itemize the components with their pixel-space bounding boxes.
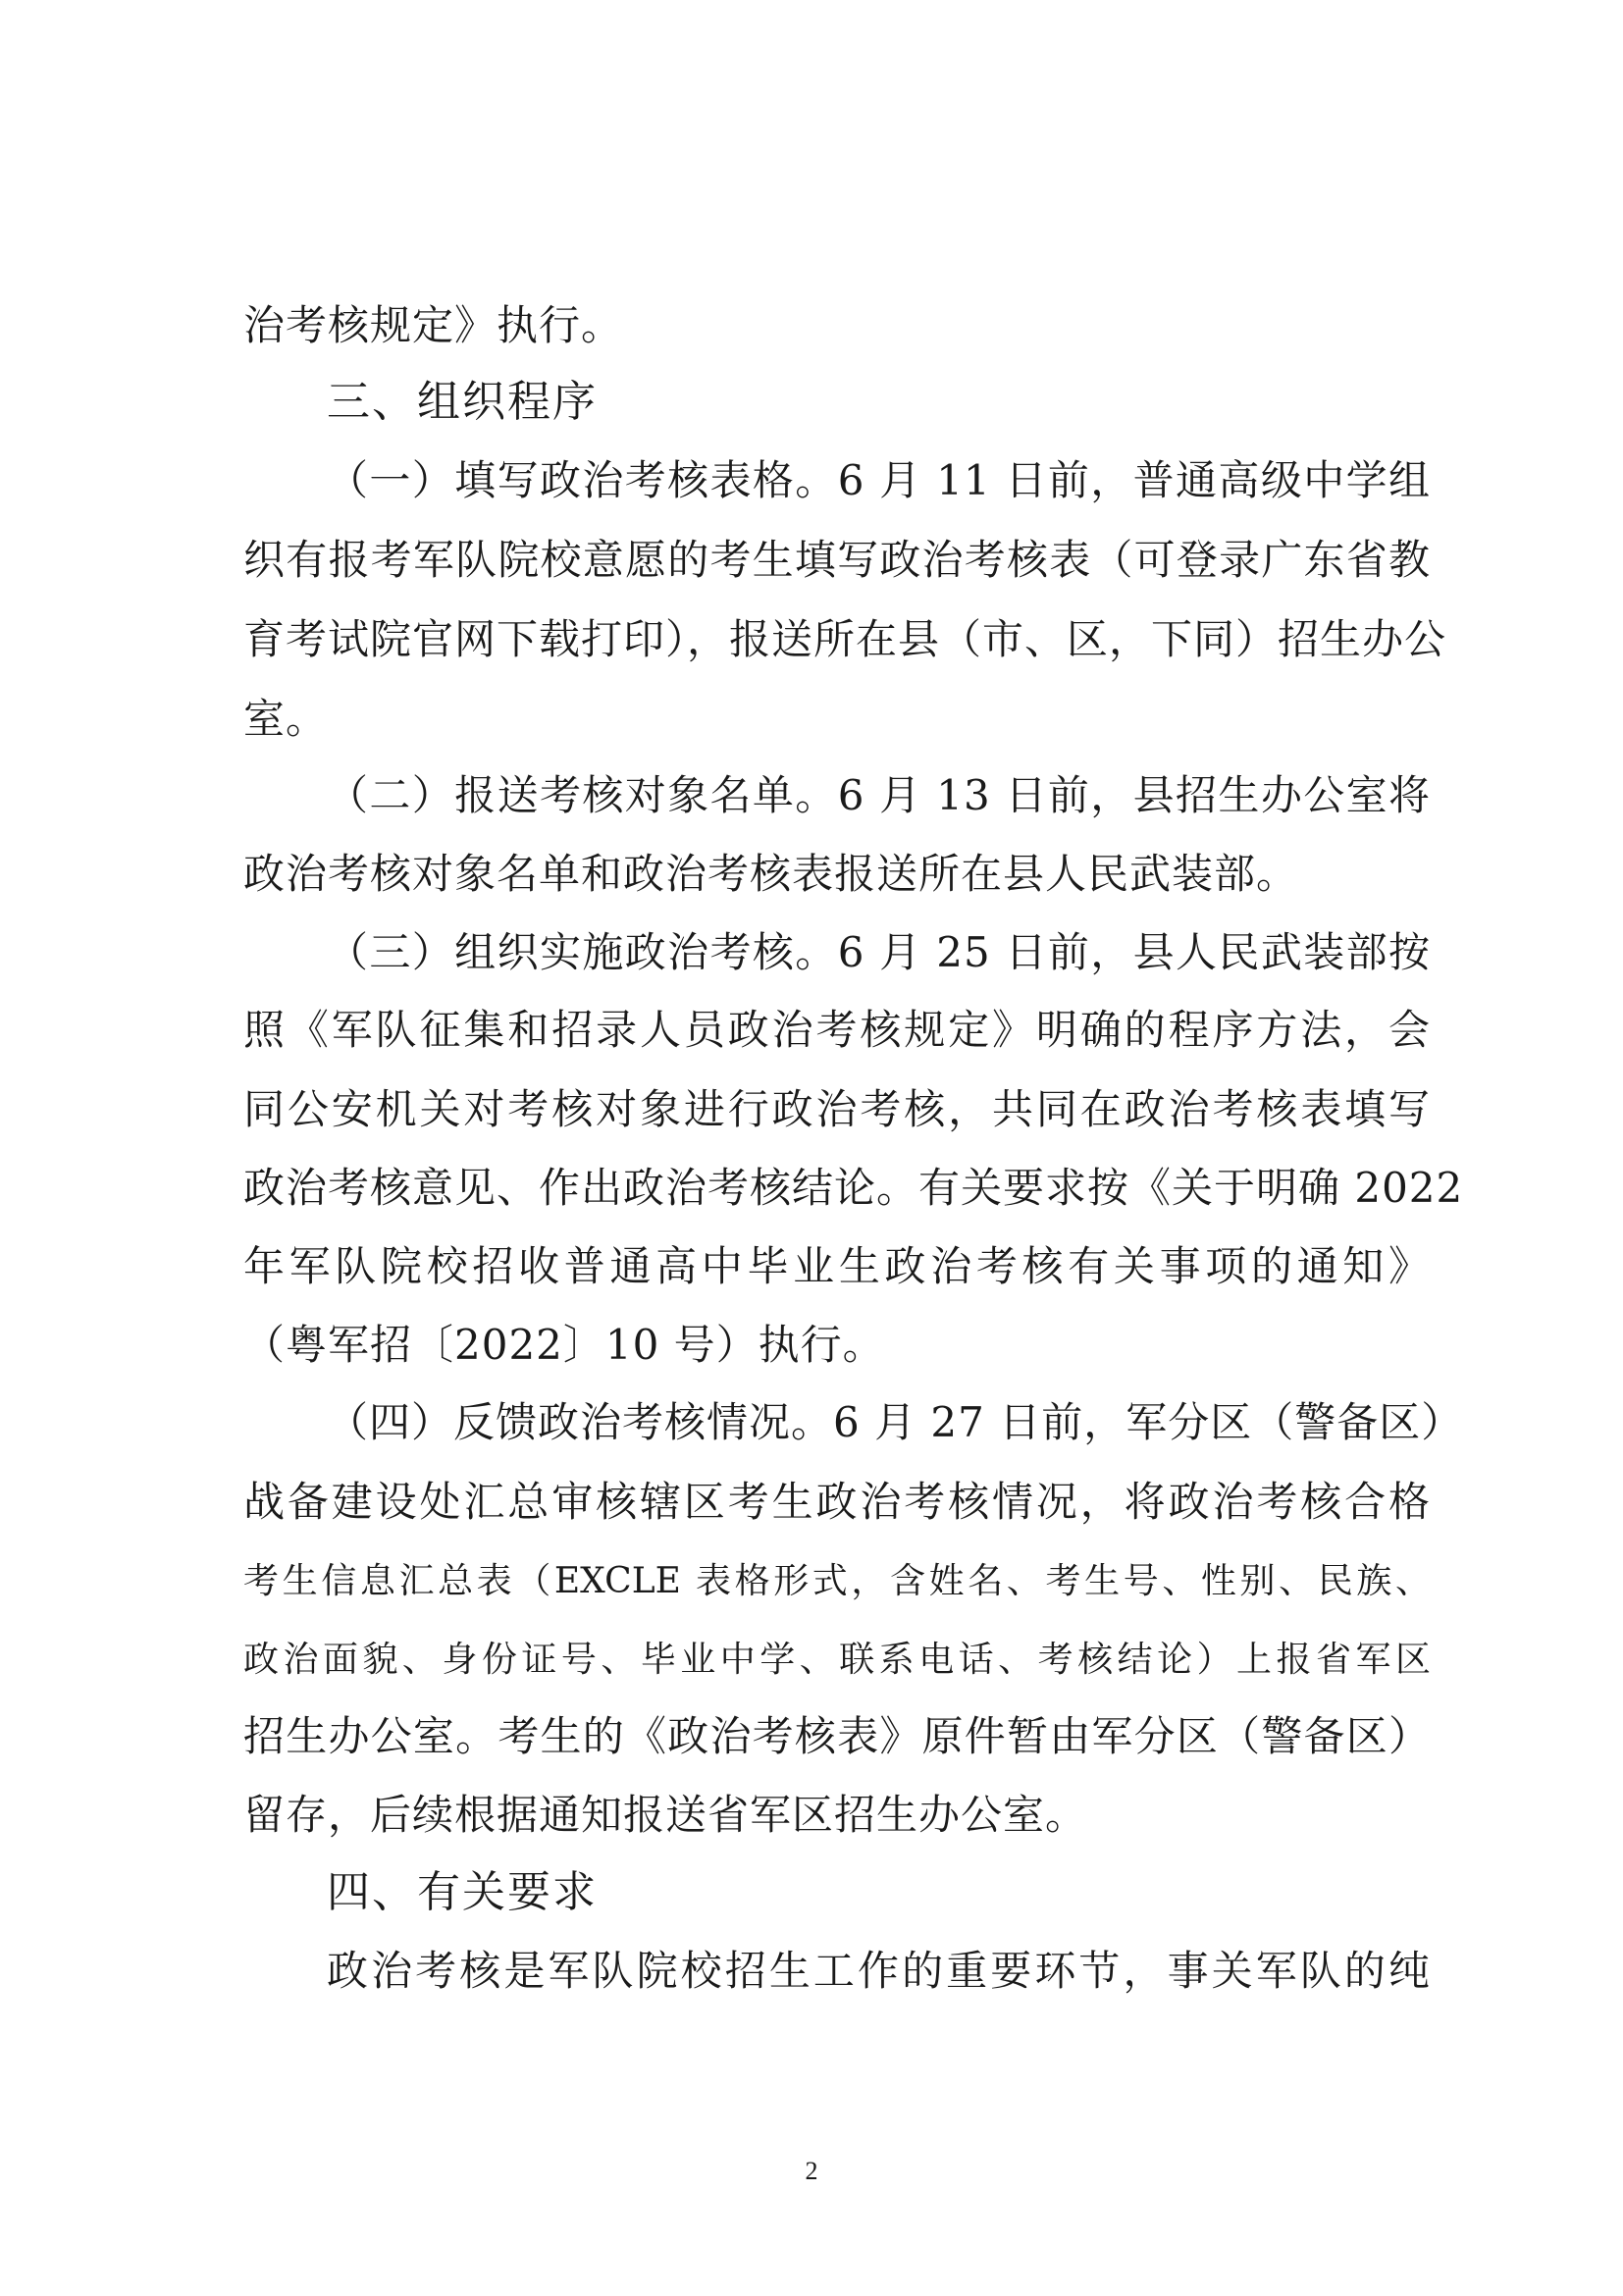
paragraph-line: 同公安机关对考核对象进行政治考核，共同在政治考核表填写 (243, 1085, 1431, 1133)
paragraph-line: 织有报考军队院校意愿的考生填写政治考核表（可登录广东省教 (243, 536, 1431, 584)
paragraph-line: （四）反馈政治考核情况。6 月 27 日前，军分区（警备区） (327, 1398, 1464, 1446)
paragraph-line: 留存，后续根据通知报送省军区招生办公室。 (243, 1791, 1088, 1839)
section-heading: 四、有关要求 (327, 1867, 598, 1917)
paragraph-line: 室。 (243, 695, 329, 743)
paragraph-line: 招生办公室。考生的《政治考核表》原件暂由军分区（警备区） (243, 1712, 1431, 1760)
paragraph-line: 政治考核是军队院校招生工作的重要环节，事关军队的纯 (327, 1947, 1431, 1995)
paragraph-line: （二）报送考核对象名单。6 月 13 日前，县招生办公室将 (327, 771, 1431, 819)
paragraph-line: 育考试院官网下载打印），报送所在县（市、区，下同）招生办公 (243, 615, 1447, 663)
paragraph-line: 政治考核意见、作出政治考核结论。有关要求按《关于明确 2022 (243, 1164, 1464, 1212)
paragraph-line: 考生信息汇总表（EXCLE 表格形式，含姓名、考生号、性别、民族、 (243, 1561, 1431, 1601)
paragraph-line: 战备建设处汇总审核辖区考生政治考核情况，将政治考核合格 (243, 1478, 1431, 1526)
paragraph-line: （一）填写政治考核表格。6 月 11 日前，普通高级中学组 (327, 456, 1431, 504)
paragraph-line: 政治考核对象名单和政治考核表报送所在县人民武装部。 (243, 850, 1299, 898)
section-heading: 三、组织程序 (327, 377, 598, 427)
page-number: 2 (805, 2157, 818, 2185)
paragraph-line: 照《军队征集和招录人员政治考核规定》明确的程序方法，会 (243, 1006, 1431, 1054)
paragraph-line: 年军队院校招收普通高中毕业生政治考核有关事项的通知》 (243, 1242, 1431, 1290)
paragraph-line: 政治面貌、身份证号、毕业中学、联系电话、考核结论）上报省军区 (243, 1640, 1431, 1680)
paragraph-line: （三）组织实施政治考核。6 月 25 日前，县人民武装部按 (327, 928, 1431, 976)
paragraph-line: （粤军招〔2022〕10 号）执行。 (243, 1321, 885, 1369)
paragraph-line: 治考核规定》执行。 (243, 301, 624, 349)
